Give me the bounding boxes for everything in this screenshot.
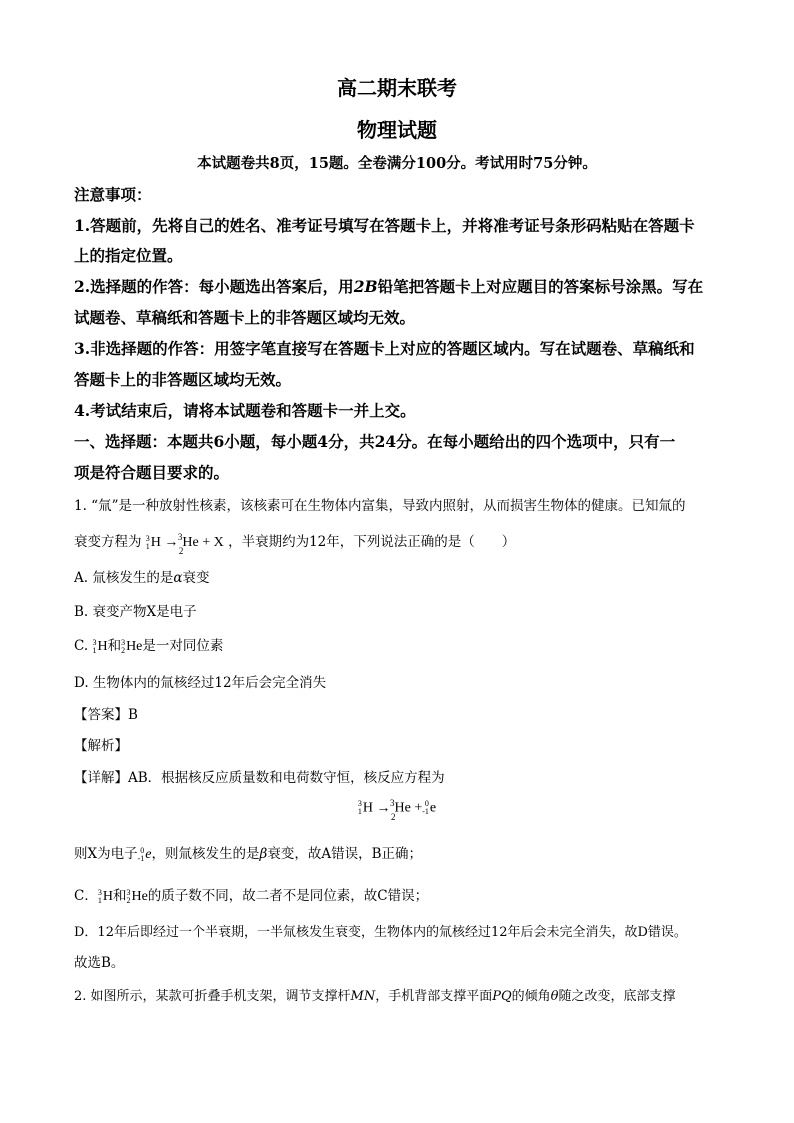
q1-d-explanation: D．12年后即经过一个半衰期，一半氚核发生衰变，生物体内的氚核经过12年后会未完全消失，故D错误。 (74, 925, 687, 940)
q1-analysis-label: 【解析】 (74, 738, 128, 754)
notes-heading: 注意事项： (74, 185, 152, 204)
q1-electron-line: 则X为电子 0 -1 e，则氚核发生的是β衰变，故A错误，B正确； (74, 845, 422, 863)
q1-option-c: C. 3 1 H和 3 2 He是一对同位素 (74, 637, 224, 655)
q1-option-b: B. 衰变产物X是电子 (74, 604, 197, 620)
note-2-line-2: 试题卷、草稿纸和答题卡上的非答题区域均无效。 (74, 308, 416, 327)
reaction-equation: 3 1 H → 2 $^3$He + 0 -1 e (357, 798, 437, 822)
q1-stem-line-2: 衰变方程为 3 1 H → 2 $^3$He + X ，半衰期约为12年，下列说法正确的是（ ） (74, 532, 516, 556)
note-3-line-2: 答题卡上的非答题区域均无效。 (74, 370, 292, 389)
q1-option-d: D. 生物体内的氚核经过12年后会完全消失 (74, 675, 327, 691)
exam-subject: 物理试题 (357, 118, 437, 142)
note-1-line-1: 1.答题前，先将自己的姓名、准考证号填写在答题卡上，并将准考证号条形码粘贴在答题卡 (74, 216, 695, 235)
q1-answer: 【答案】B (74, 707, 138, 723)
section-1-line-1: 一、选择题：本题共6小题，每小题4分，共24分。在每小题给出的四个选项中，只有一 (74, 432, 676, 451)
exam-info: 本试题卷共8页，15题。全卷满分100分。考试用时75分钟。 (197, 155, 597, 172)
note-3-line-1: 3.非选择题的作答：用签字笔直接写在答题卡上对应的答题区域内。写在试题卷、草稿纸和 (74, 339, 695, 358)
note-1-line-2: 上的指定位置。 (74, 246, 183, 265)
q1-detail: 【详解】AB．根据核反应质量数和电荷数守恒，核反应方程为 (74, 770, 445, 786)
q2-stem-line-1: 2. 如图所示，某款可折叠手机支架，调节支撑杆MN，手机背部支撑平面PQ的倾角θ随之改变，底部支撑 (74, 989, 676, 1004)
decay-equation: 3 1 H → 2 $^3$He + X (145, 532, 224, 556)
note-4: 4.考试结束后，请将本试题卷和答题卡一并上交。 (74, 401, 416, 420)
q1-conclusion: 故选B。 (74, 955, 125, 971)
q1-stem-line-1: 1. “氚”是一种放射性核素，该核素可在生物体内富集，导致内照射，从而损害生物体的健康。已知氚的 (74, 498, 686, 514)
exam-title: 高二期末联考 (337, 76, 457, 100)
q1-option-a: A. 氚核发生的是α衰变 (74, 570, 210, 586)
section-1-line-2: 项是符合题目要求的。 (74, 463, 230, 482)
note-2-line-1: 2.选择题的作答：每小题选出答案后，用2B铅笔把答题卡上对应题目的答案标号涂黑。写在 (74, 277, 704, 296)
q1-c-explanation: C． 3 1 H和 3 2 He的质子数不同，故二者不是同位素，故C错误； (74, 887, 429, 905)
